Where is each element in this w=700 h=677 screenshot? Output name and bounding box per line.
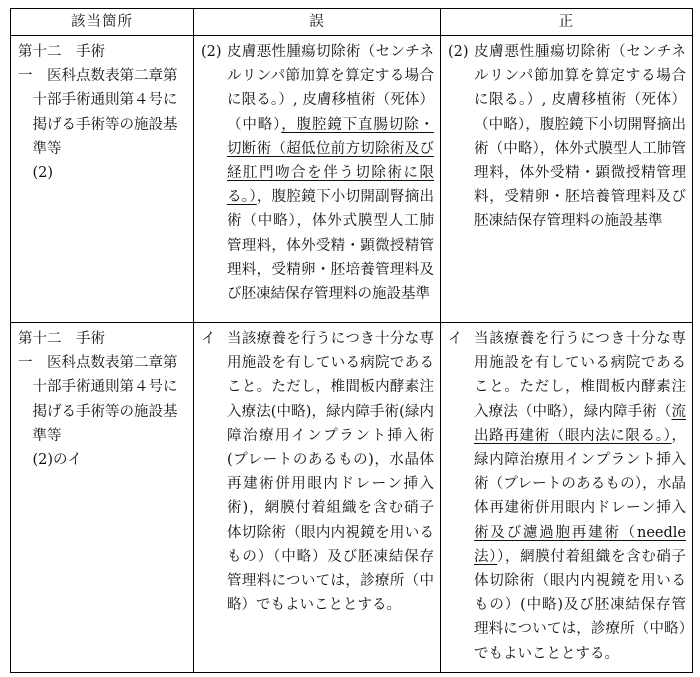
correct-cell [441,36,693,323]
location-line: 掲げる手術等の施設基 [18,403,178,420]
text-segment: 皮膚悪性腫瘍切除術（センチネルリンパ節加算を算定する場合に限る。）, 皮膚移植術（死体）（中略） [227,44,434,133]
text-segment: ，腹腔鏡下小切開副腎摘出術（中略），体外式膜型人工肺管理料，体外受精・顕微授精管理料，受精卵・胚培養管理料及び胚凍結保存管理料の施設基準 [227,189,434,303]
location-line: 準等 [18,140,62,157]
correct-text [474,327,686,666]
correct-cell [441,323,693,673]
text-segment: 当該療養を行うにつき十分な専用施設を有している病院であること。ただし，椎間板内酵素注入療法（中略），緑内障手術（ [474,331,686,420]
item-prefix: イ [201,331,216,347]
location-line: 掲げる手術等の施設基 [18,116,178,133]
location-line: (2)のイ [18,452,83,469]
wrong-text [227,40,434,306]
location-line: 一 医科点数表第二章第 [18,355,178,372]
underlined-segment: ，腹腔鏡下直腸切除・切断術（超低位前方切除術及び経肛門吻合を伴う切除術に限る。） [227,116,434,206]
text-segment: ），網膜付着組織を含む硝子体切除術（眼内内視鏡を用いるもの）(中略)及び胚凍結保存管理料については，診療所（中略）でもよいこととする。 [474,548,686,662]
location-line: 第十二 手術 [18,331,105,347]
location-line: (2) [18,165,54,182]
item-prefix: (2) [448,44,469,60]
underlined-segment: 術及び濾過胞再建術（needle法） [474,524,686,565]
location-line: 第十二 手術 [18,44,105,60]
header-wrong: 誤 [194,9,441,36]
text-segment: 皮膚悪性腫瘍切除術（センチネルリンパ節加算を算定する場合に限る。）, 皮膚移植術（死体）（中略），腹腔鏡下小切開腎摘出術（中略），体外式膜型人工肺管理料，体外受精・顕微授精管理料，受精卵・胚培養管理料及び胚凍結保存管理料の施設基準 [474,44,686,230]
location-line: 十部手術通則第４号に [18,92,178,109]
location-cell [11,36,194,323]
errata-table [10,8,693,673]
header-row [11,9,693,36]
location-line: 十部手術通則第４号に [18,379,178,396]
header-correct: 正 [441,9,693,36]
text-segment: 当該療養を行うにつき十分な専用施設を有している病院であること。ただし，椎間板内酵素注入療法(中略)，緑内障手術(緑内障治療用インプラント挿入術(プレートのあるもの)，水晶体再建術併用眼内ドレーン挿入術)，網膜付着組織を含む硝子体切除術（眼内内視鏡を用いるもの）（中略）及び胚凍結保存管理料については，診療所（中略）でもよいこととする。 [227,331,434,614]
table-row [11,323,693,673]
table-row [11,36,693,323]
wrong-cell [194,323,441,673]
header-location: 該当箇所 [11,9,194,36]
location-line: 準等 [18,427,62,444]
location-line: 一 医科点数表第二章第 [18,68,178,85]
location-cell [11,323,194,673]
item-prefix: (2) [201,44,222,60]
wrong-text [227,327,434,617]
underlined-segment: 流出路再建術（眼内法に限る。） [474,403,686,444]
text-segment: ，緑内障治療用インプラント挿入術（プレートのあるもの），水晶体再建術併用眼内ドレーン挿入 [474,427,686,517]
correct-text [474,40,686,234]
wrong-cell [194,36,441,323]
item-prefix: イ [448,331,463,347]
